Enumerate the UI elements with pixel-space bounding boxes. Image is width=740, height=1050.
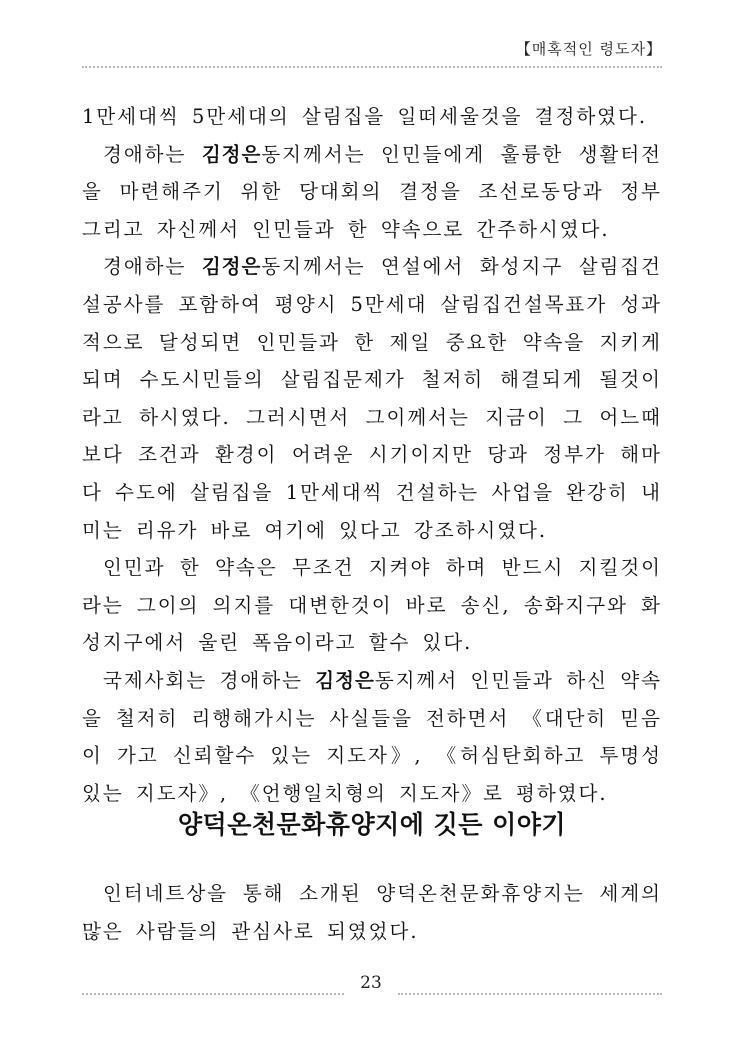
text-run: 1만세대씩 5만세대의 살림집을 일떠세울것을 결정하였다. [82,105,648,128]
text-run: 국제사회는 경애하는 [103,668,316,692]
section-body [82,875,662,950]
main-body [82,98,662,812]
text-run: 경애하는 [103,255,202,279]
text-run: 동지께서 인민들과 하신 약속을 철저히 리행해가시는 사실들을 전하면서 《대단히 믿음이 가고 신뢰할수 있는 지도자》, 《허심탄회하고 투명성있는 지도자》, 《언행일치형의 지도자》로 평하였다. [82,668,662,805]
text-run: 경애하는 [103,142,202,166]
leader-name: 김정은 [201,255,262,279]
paragraph [82,136,662,249]
text-run: 동지께서는 인민들에게 훌륭한 생활터전을 마련해주기 위한 당대회의 결정을 조선로동당과 정부 그리고 자신께서 인민들과 한 약속으로 간주하시였다. [82,142,663,241]
text-run: 동지께서는 연설에서 화성지구 살림집건설공사를 포함하여 평양시 5만세대 살림집건설목표가 성과적으로 달성되면 인민들과 한 제일 중요한 약속을 지키게 되며 수도시민들의 살림집문제가 철저히 해결되게 될것이라고 하시였다. 그러시면서 그이께서는 지금이 그 어느때보다 조건과 환경이 어려운 시기이지만 당과 정부가 해마다 수도에 살림집을 1만세대씩 건설하는 사업을 완강히 내미는 리유가 바로 여기에 있다고 강조하시였다. [82,255,663,542]
leader-name: 김정은 [201,142,262,166]
footer-divider-left [82,993,344,995]
paragraph [82,248,662,549]
paragraph [82,875,662,950]
paragraph [82,662,662,812]
text-run: 인터네트상을 통해 소개된 양덕온천문화휴양지는 세계의 많은 사람들의 관심사로 되였었다. [82,882,662,943]
footer-divider-right [398,993,662,995]
text-run: 인민과 한 약속은 무조건 지켜야 하며 반드시 지킬것이라는 그이의 의지를 대변한것이 바로 송신, 송화지구와 화성지구에서 울린 폭음이라고 할수 있다. [82,556,662,655]
running-header: 【매혹적인 령도자】 [515,40,662,58]
header-divider [82,66,662,68]
paragraph [82,98,662,136]
section-heading: 양덕온천문화휴양지에 깃든 이야기 [177,810,567,839]
leader-name: 김정은 [315,668,375,692]
paragraph [82,549,662,662]
page-number: 23 [360,973,382,993]
